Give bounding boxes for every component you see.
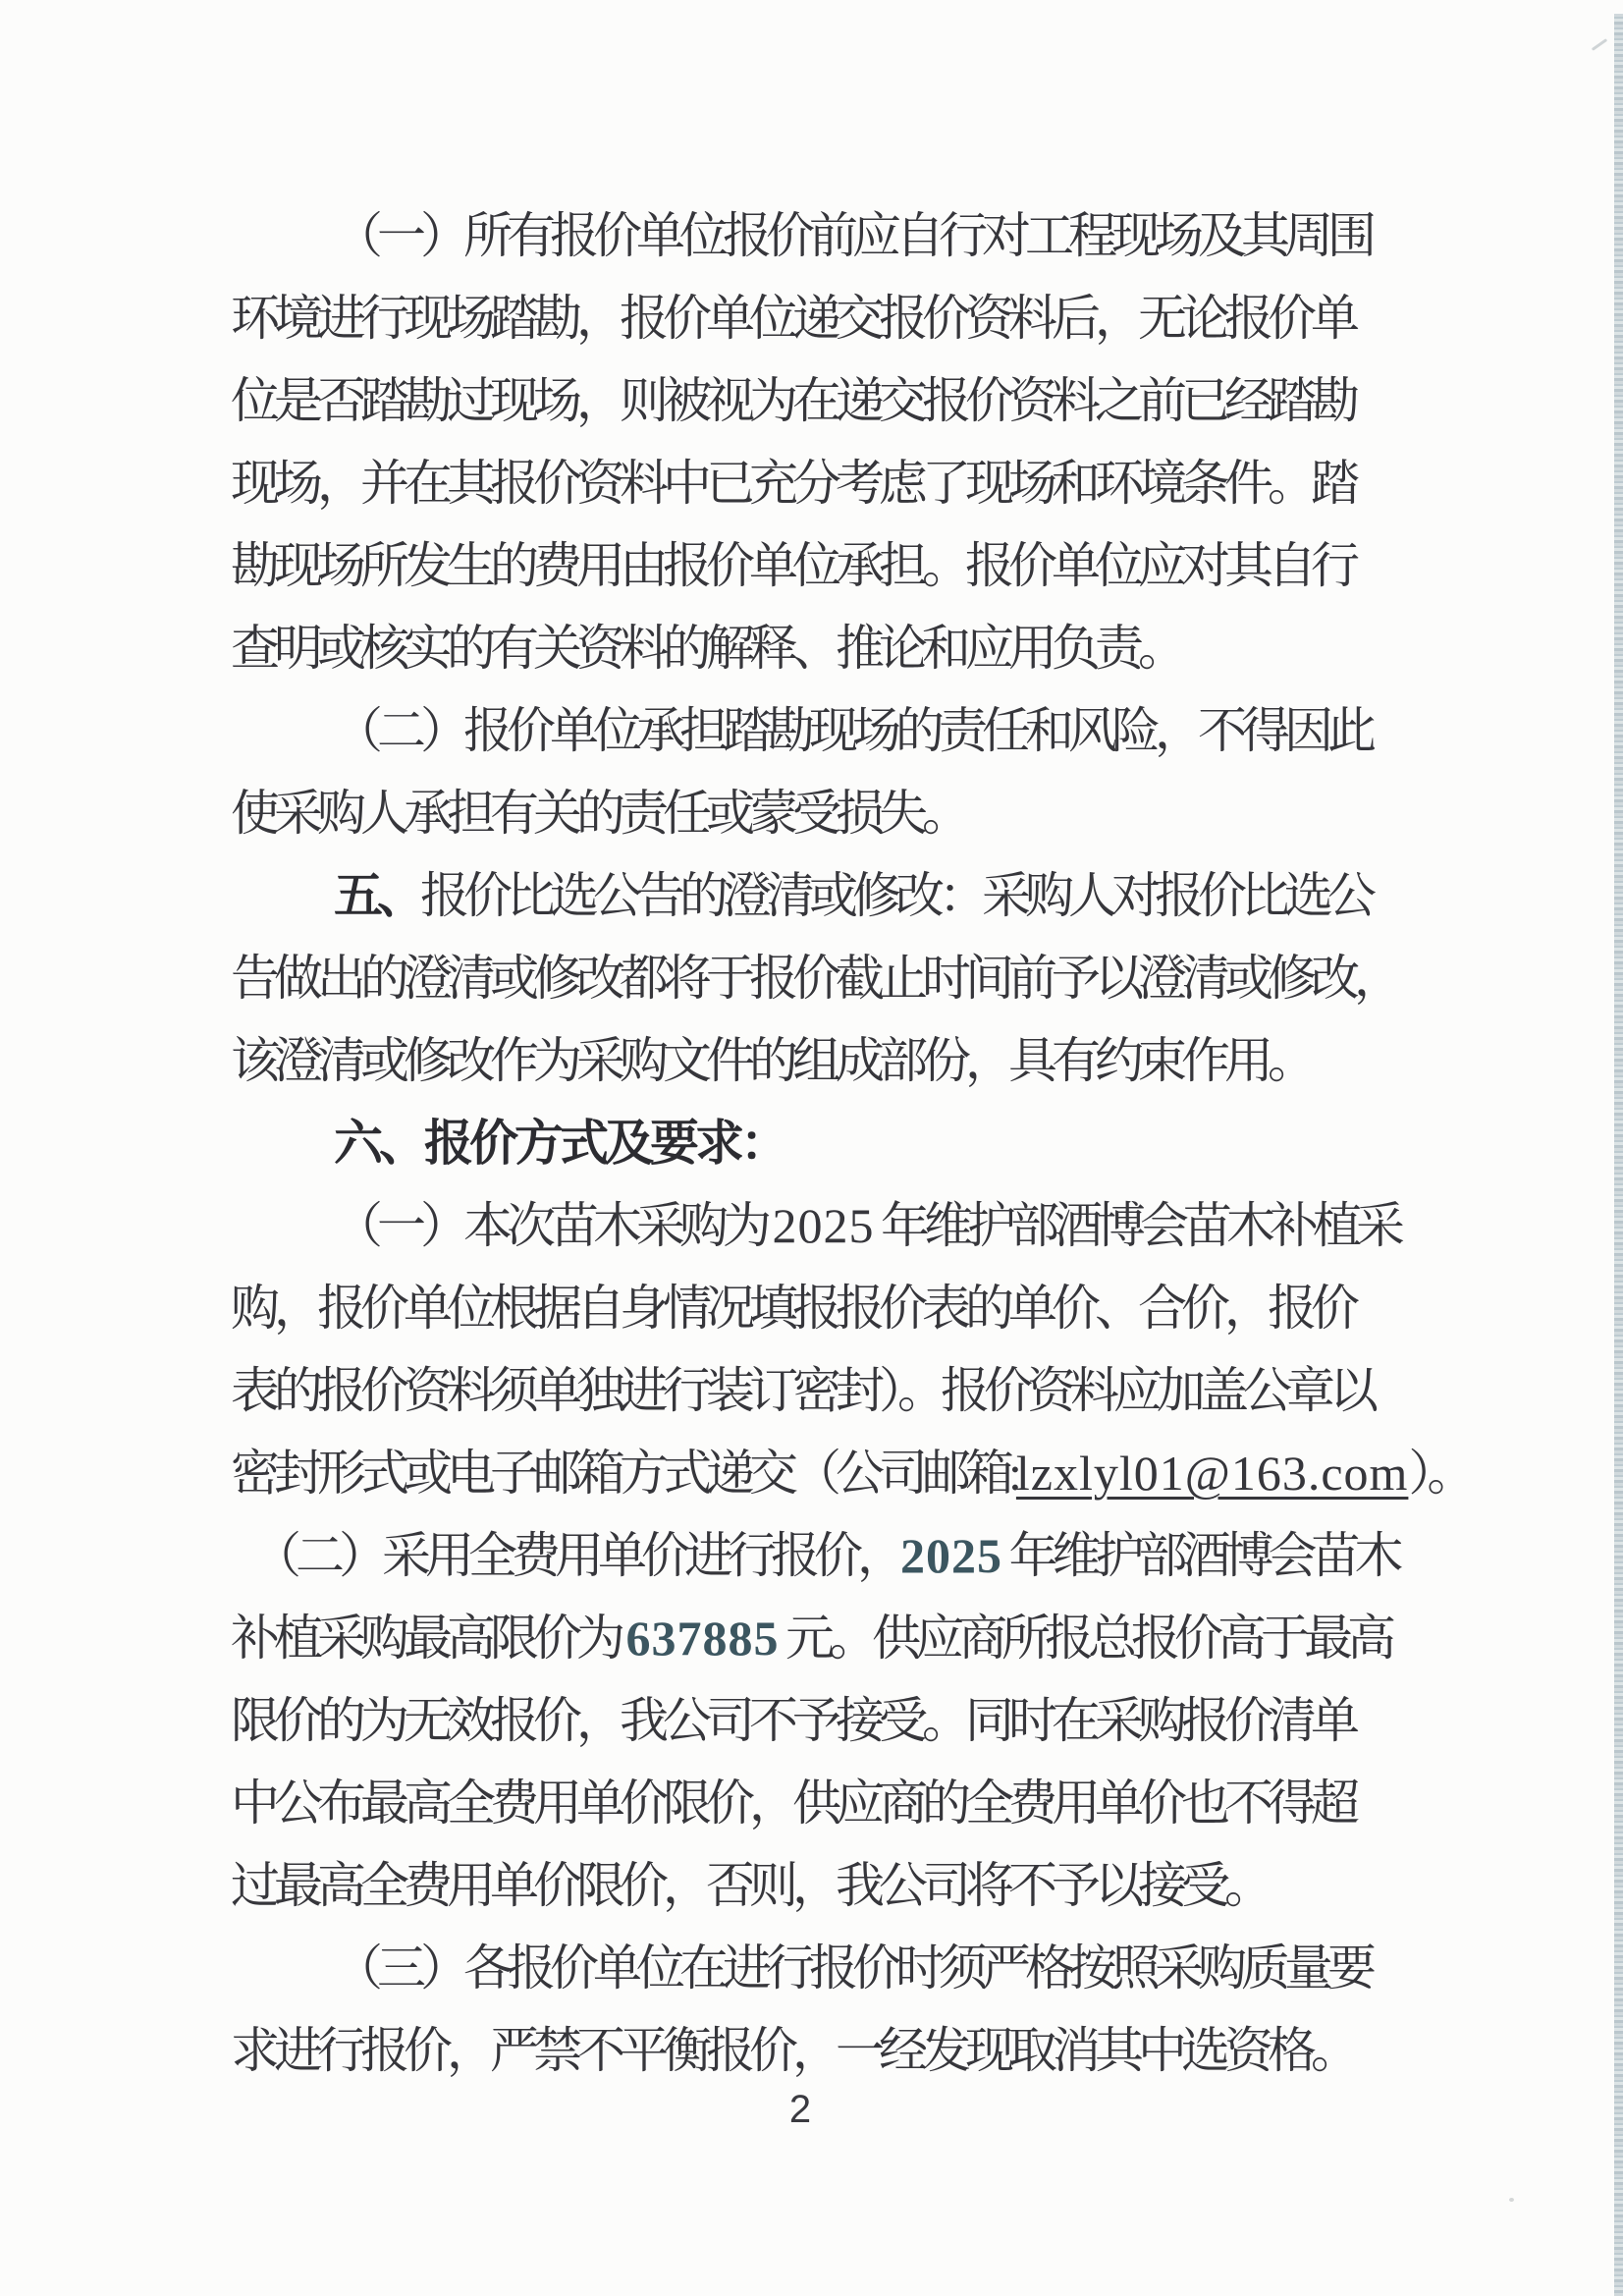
scan-edge-strip: [1614, 14, 1623, 2296]
text-line: [231, 1679, 1360, 1762]
text-segment: 年维护部酒博会苗木: [1002, 1528, 1398, 1583]
text-line: [231, 1349, 1373, 1432]
text-line: [231, 1432, 1471, 1514]
year-number: 2025: [772, 1198, 875, 1253]
text-segment: 求进行报价，严禁不平衡报价，一经发现取消其中选资格。: [231, 2023, 1354, 2078]
document-body: [231, 194, 1471, 2092]
text-segment: 元。供应商所报总报价高于最高: [779, 1611, 1390, 1666]
text-line: [231, 854, 1371, 937]
text-segment: 年维护部酒博会苗木补植采: [874, 1198, 1399, 1253]
text-line: [231, 194, 1371, 277]
text-segment: ）。: [1408, 1446, 1471, 1501]
text-segment: 补植采购最高限价为: [231, 1611, 626, 1666]
year-number: 2025: [900, 1528, 1002, 1583]
text-segment: 告做出的澄清或修改都将于报价截止时间前予以澄清或修改，: [231, 951, 1397, 1006]
price-limit-number: 637885: [625, 1611, 780, 1666]
text-line: [231, 1597, 1390, 1679]
text-segment: （二）采用全费用单价进行报价，: [252, 1528, 900, 1583]
text-segment: 现场，并在其报价资料中已充分考虑了现场和环境条件。踏: [231, 456, 1354, 511]
text-segment: 中公布最高全费用单价限价，供应商的全费用单价也不得超: [231, 1776, 1354, 1831]
text-segment: 勘现场所发生的费用由报价单位承担。报价单位应对其自行: [231, 538, 1354, 593]
scan-artifact: [1509, 2198, 1514, 2202]
text-line: [231, 524, 1360, 607]
text-segment: （一）本次苗木采购为: [334, 1198, 773, 1253]
text-line: [231, 442, 1360, 524]
text-segment: 购，报价单位根据自身情况填报报价表的单价、合价，报价: [231, 1281, 1354, 1336]
text-line: [231, 359, 1360, 442]
text-line: [231, 1184, 1399, 1267]
text-line: [231, 1019, 1360, 1102]
text-segment: 使采购人承担有关的责任或蒙受损失。: [231, 786, 965, 841]
text-segment: 表的报价资料须单独进行装订密封）。报价资料应加盖公章以: [231, 1363, 1373, 1418]
section-heading: [231, 1102, 1360, 1184]
text-line: [231, 1267, 1360, 1349]
text-line: [231, 772, 1360, 854]
text-segment: （三）各报价单位在进行报价时须严格按照采购质量要: [334, 1941, 1371, 1995]
text-line: [231, 277, 1360, 359]
text-line: [231, 1844, 1360, 1927]
text-line: [231, 1762, 1360, 1844]
text-segment: 报价比选公告的澄清或修改：采购人对报价比选公: [420, 868, 1371, 923]
text-segment: 该澄清或修改作为采购文件的组成部份，具有约束作用。: [231, 1033, 1311, 1088]
text-line: [231, 937, 1397, 1019]
text-line: [231, 607, 1360, 689]
scan-artifact: [1592, 38, 1607, 51]
text-line: [231, 1927, 1371, 2009]
text-line: [231, 1514, 1398, 1597]
text-segment: 密封形式或电子邮箱方式递交（公司邮箱:: [231, 1446, 1016, 1501]
text-segment: 查明或核实的有关资料的解释、推论和应用负责。: [231, 621, 1181, 676]
section-number-label: 五、: [334, 868, 420, 923]
text-segment: 限价的为无效报价，我公司不予接受。同时在采购报价清单: [231, 1693, 1354, 1748]
text-segment: （一）所有报价单位报价前应自行对工程现场及其周围: [334, 208, 1371, 263]
text-line: [231, 689, 1371, 772]
email-address: lzxlyl01@163.com: [1015, 1446, 1409, 1501]
text-segment: 位是否踏勘过现场，则被视为在递交报价资料之前已经踏勘: [231, 373, 1354, 428]
text-segment: 过最高全费用单价限价，否则，我公司将不予以接受。: [231, 1858, 1268, 1913]
text-segment: 六、报价方式及要求：: [334, 1116, 785, 1171]
text-line: [231, 2009, 1360, 2092]
text-segment: 环境进行现场踏勘，报价单位递交报价资料后，无论报价单: [231, 291, 1354, 346]
text-segment: （二）报价单位承担踏勘现场的责任和风险，不得因此: [334, 703, 1371, 758]
page-number: 2: [788, 2088, 812, 2131]
